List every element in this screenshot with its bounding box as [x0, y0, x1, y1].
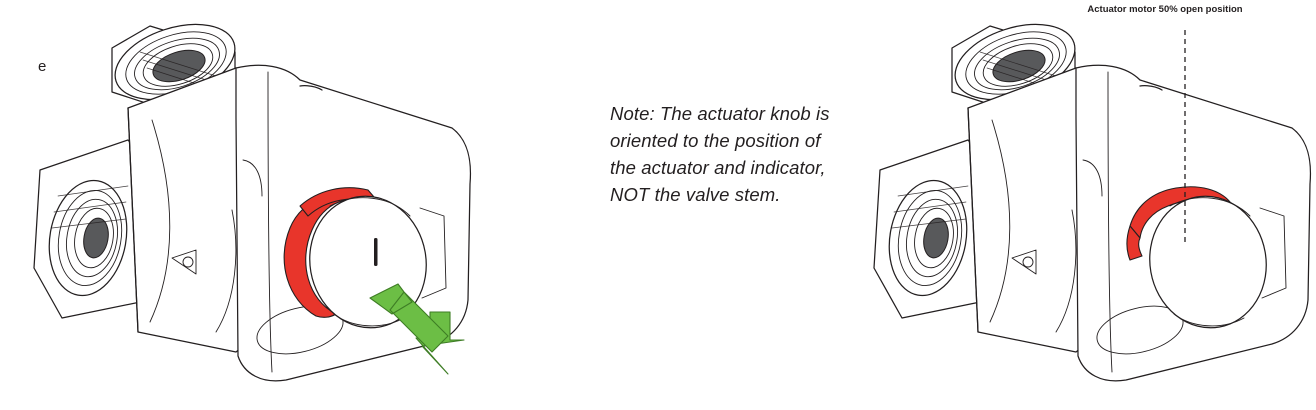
callout-label: Actuator motor 50% open position: [1087, 4, 1243, 15]
note-text: Note: The actuator knob is oriented to the position of the actuator and indicator, NOT the valve stem.: [610, 103, 830, 205]
left-valve-illustration: [0, 0, 540, 410]
step-letter: e: [38, 58, 47, 75]
valve-drawing-right: [830, 0, 1316, 410]
valve-drawing-left: [0, 0, 540, 410]
note-panel: [560, 0, 840, 410]
right-valve-illustration: [830, 0, 1316, 410]
knob-pointer-line: [374, 238, 378, 266]
